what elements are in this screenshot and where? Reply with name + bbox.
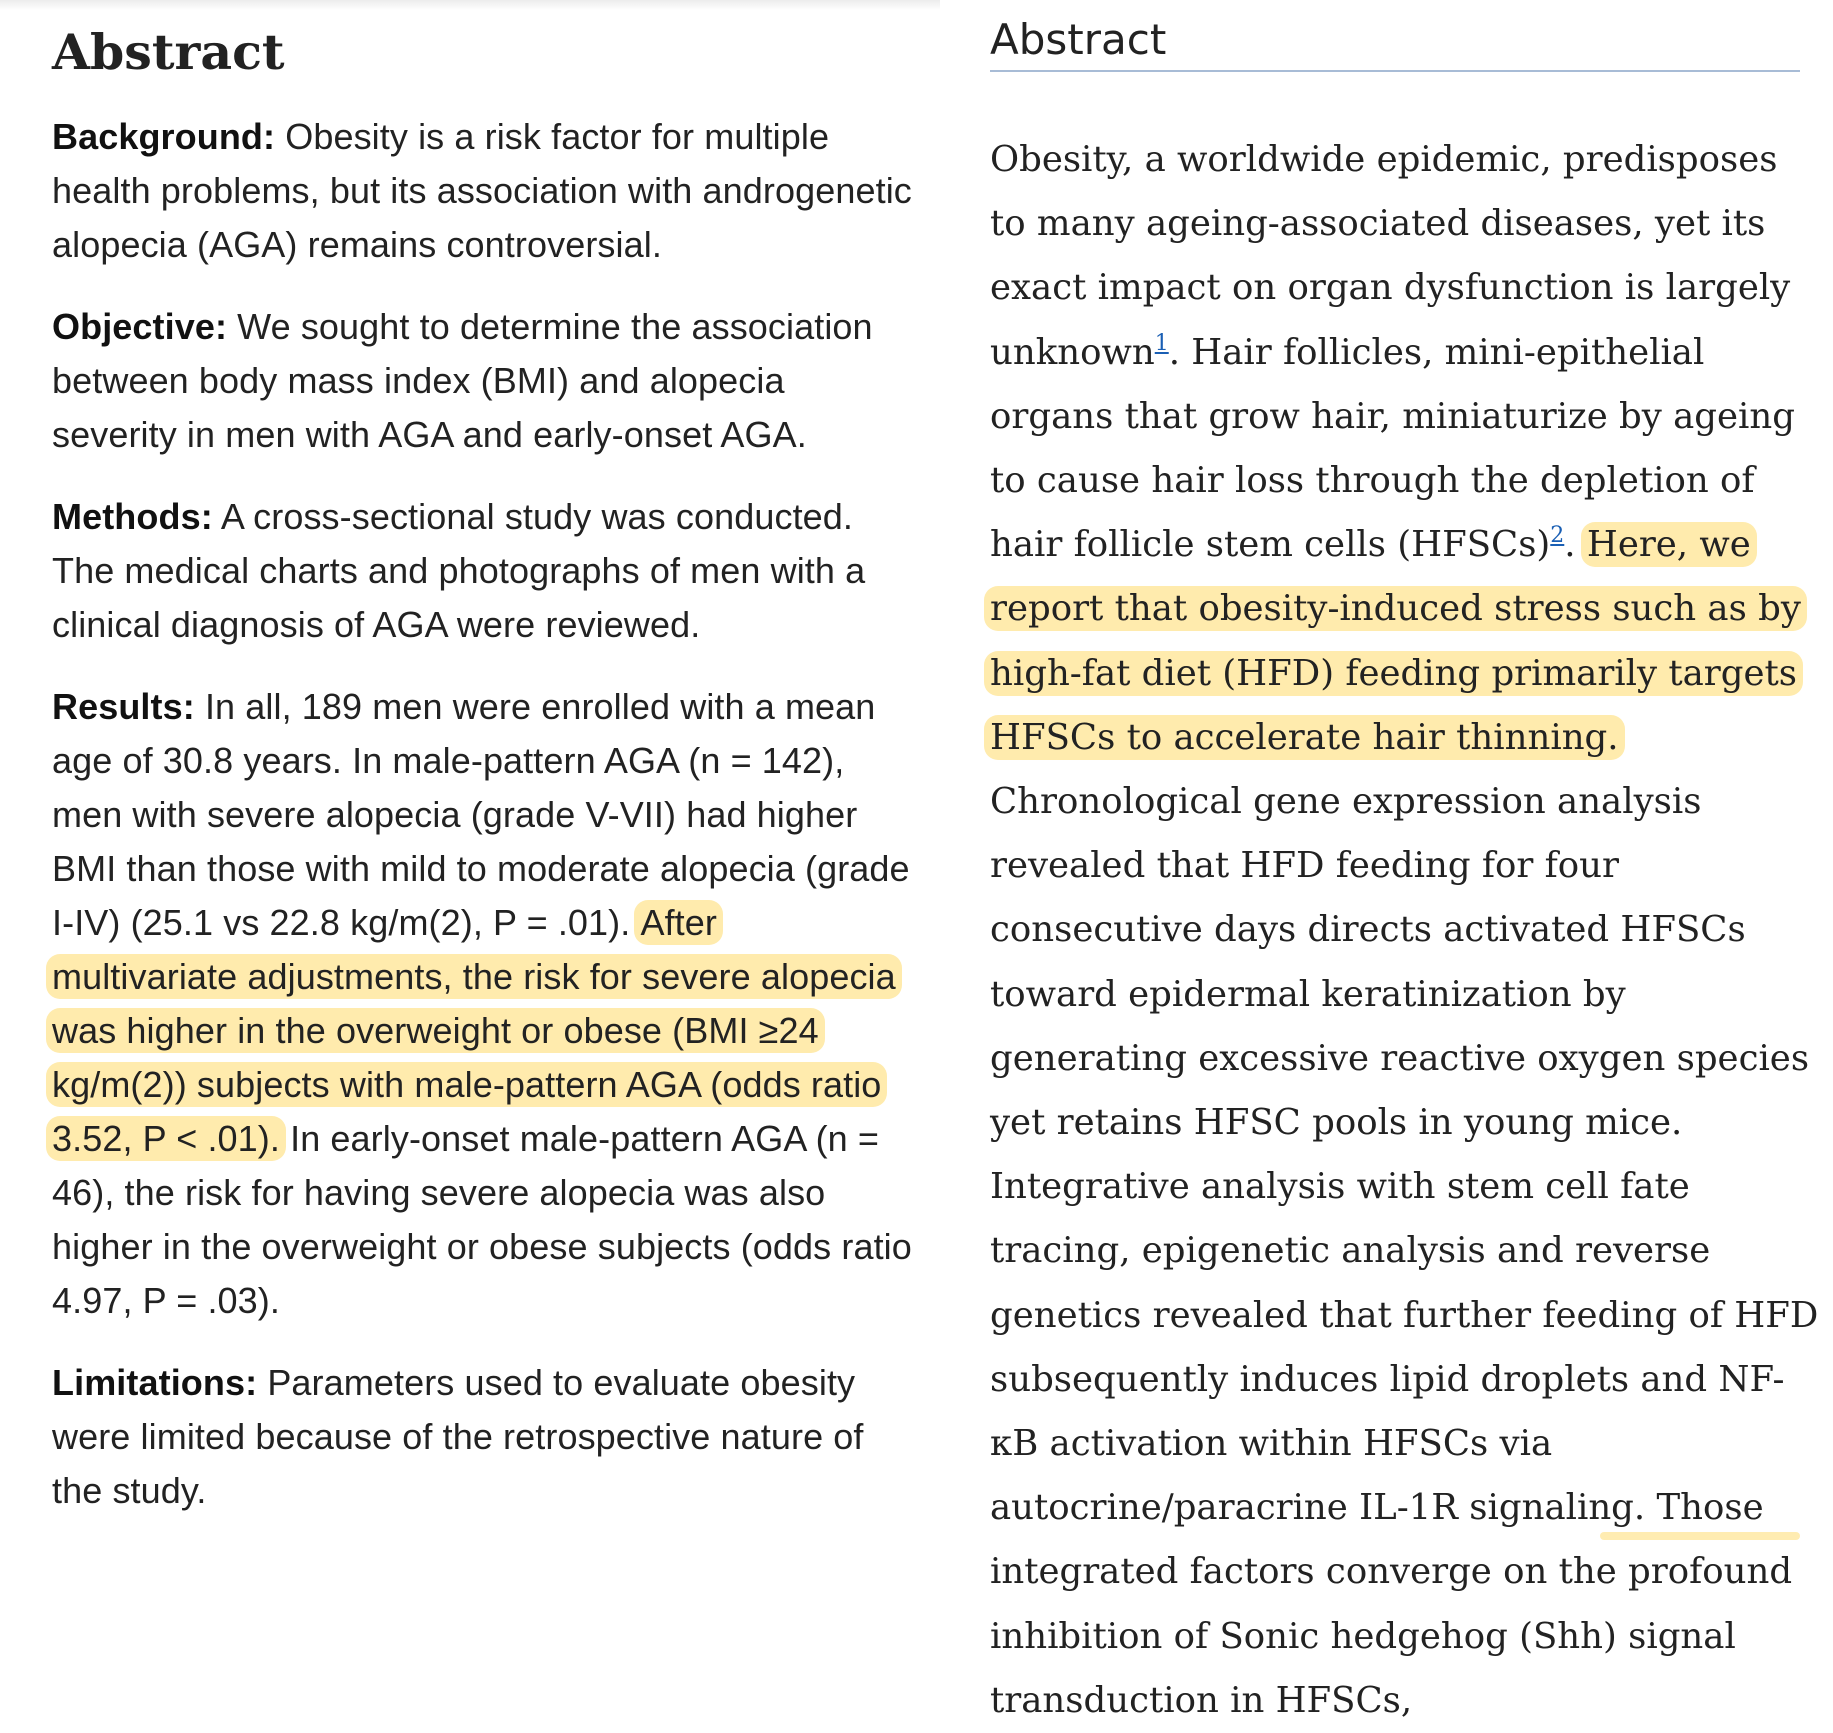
- abstract-text-part-1: Obesity, a worldwide epidemic, predisposes to many ageing-associated diseases, yet its exact impact on organ dysfunction is largely unknown: [990, 139, 1791, 373]
- left-abstract-panel: [0, 0, 940, 1540]
- results-text: In all, 189 men were enrolled with a mean age of 30.8 years. In male-pattern AGA (n = 142), men with severe alopecia (grade V-VII) had higher BMI than those with mild to moderate alopecia (grade I-IV) (25.1 vs 22.8 kg/m(2), P = .01).: [52, 686, 910, 943]
- results-text-continued: In early-onset male-pattern AGA (n = 46), the risk for having severe alopecia was also higher in the overweight or obese subjects (odds ratio 4.97, P = .03).: [52, 1118, 912, 1321]
- abstract-text-part-4: Chronological gene expression analysis revealed that HFD feeding for four consecutive days directs activated HFSCs toward epidermal keratinization by generating excessive reactive oxygen species yet retains HFSC pools in young mice. Integrative analysis with stem cell fate tracing, epigenetic analysis and reverse genetics revealed that further feeding of HFD subsequently induces lipid droplets and NF-κB activation within HFSCs via autocrine/paracrine IL-1R signaling. Those integrated factors converge on the profound inhibition of Sonic hedgehog (Shh) signal transduction in HFSCs,: [990, 781, 1819, 1721]
- methods-paragraph: [52, 490, 912, 652]
- background-label: Background:: [52, 116, 276, 157]
- objective-label: Objective:: [52, 306, 228, 347]
- reference-link-1[interactable]: 1: [1154, 330, 1169, 356]
- methods-text: A cross-sectional study was conducted. The medical charts and photographs of men with a clinical diagnosis of AGA were reviewed.: [52, 496, 866, 645]
- objective-paragraph: [52, 300, 912, 462]
- results-paragraph: [52, 680, 912, 1328]
- limitations-paragraph: [52, 1356, 912, 1518]
- results-label: Results:: [52, 686, 195, 727]
- right-abstract-heading: Abstract: [990, 15, 1167, 64]
- abstract-text-part-2: . Hair follicles, mini-epithelial organs that grow hair, miniaturize by ageing to cause hair loss through the depletion of hair follicle stem cells (HFSCs): [990, 331, 1795, 566]
- methods-label: Methods:: [52, 496, 213, 537]
- abstract-highlight: Here, we report that obesity-induced stress such as by high-fat diet (HFD) feeding primarily targets HFSCs to accelerate hair thinning.: [984, 522, 1807, 760]
- limitations-label: Limitations:: [52, 1362, 258, 1403]
- top-shadow: [0, 0, 940, 10]
- reference-1: [1155, 331, 1169, 356]
- background-text: Obesity is a risk factor for multiple health problems, but its association with androgenetic alopecia (AGA) remains controversial.: [52, 116, 912, 265]
- heading-divider: [990, 70, 1800, 72]
- objective-text: We sought to determine the association between body mass index (BMI) and alopecia severity in men with AGA and early-onset AGA.: [52, 306, 873, 455]
- right-abstract-panel: [990, 0, 1833, 1721]
- left-abstract-heading: Abstract: [52, 23, 285, 81]
- reference-2: [1550, 523, 1564, 548]
- left-abstract-content: [52, 22, 912, 1546]
- results-highlight: After multivariate adjustments, the risk for severe alopecia was higher in the overweight or obese (BMI ≥24 kg/m(2)) subjects with male-pattern AGA (odds ratio 3.52, P < .01).: [46, 900, 902, 1161]
- background-paragraph: [52, 110, 912, 272]
- abstract-text-part-3: .: [1564, 524, 1587, 566]
- reference-link-2[interactable]: 2: [1550, 523, 1565, 549]
- limitations-text: Parameters used to evaluate obesity were limited because of the retrospective nature of the study.: [52, 1362, 864, 1511]
- right-abstract-text: [990, 128, 1820, 1733]
